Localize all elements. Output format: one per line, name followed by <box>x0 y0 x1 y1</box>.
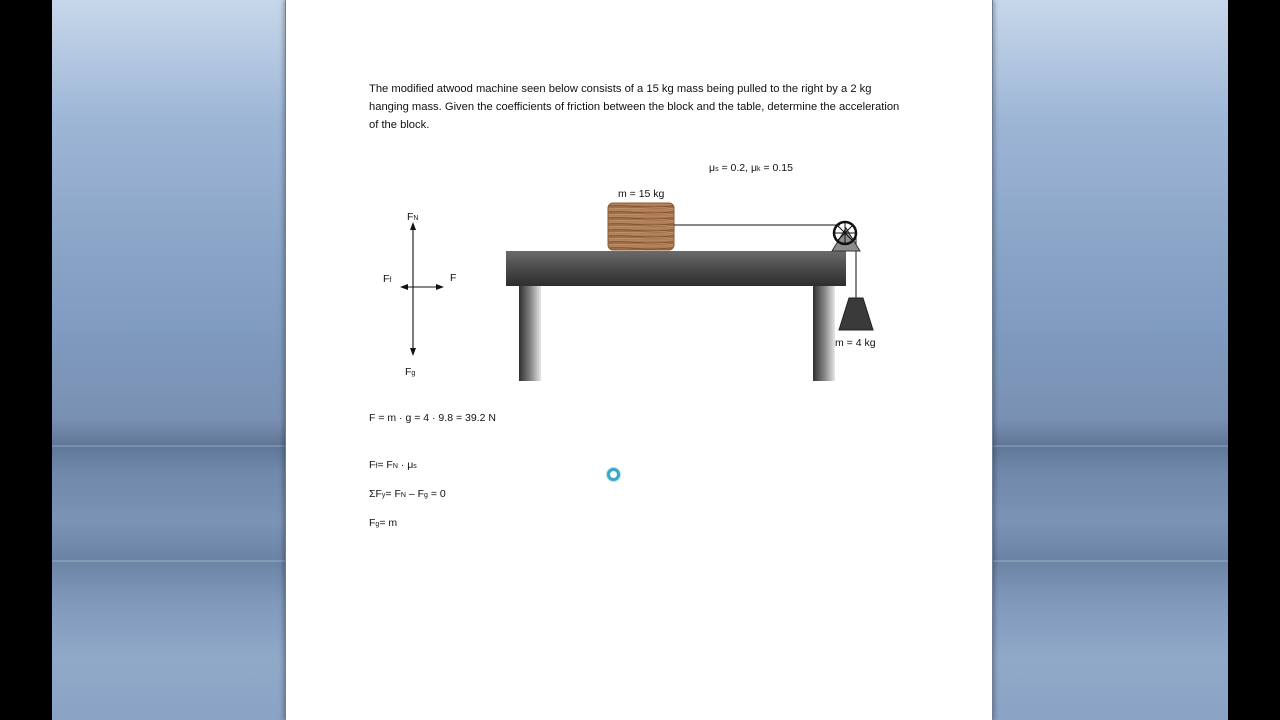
table-top <box>506 251 846 286</box>
busy-cursor-icon <box>607 468 620 481</box>
problem-statement: The modified atwood machine seen below consists of a 15 kg mass being pulled to the right by a 2 kg hanging mass. Given the coefficients of friction between the block and the table, determine the acceleration of the block. <box>369 83 900 131</box>
wooden-block <box>608 203 674 250</box>
fbd-normal-f: F <box>407 211 414 223</box>
table-leg-left <box>519 286 541 381</box>
arrow-down-icon <box>410 348 416 356</box>
eq-fg-sub: g <box>375 521 380 528</box>
pulley <box>832 222 860 251</box>
equation-gravity <box>369 517 397 529</box>
mu-k-value: = 0.15 <box>760 162 793 174</box>
arrow-right-icon <box>436 284 444 290</box>
equation-friction <box>369 459 417 471</box>
mu-k-subscript: k <box>757 166 761 173</box>
mu-s-subscript: s <box>715 166 719 173</box>
mu-s-symbol: μ <box>709 162 716 174</box>
document-page[interactable] <box>286 0 992 720</box>
eq-sum-zero: = 0 <box>427 488 446 500</box>
mu-k-symbol: μ <box>750 162 758 174</box>
block-mass-label: m = 15 kg <box>618 188 665 200</box>
arrow-up-icon <box>410 222 416 230</box>
atwood-diagram <box>286 0 992 720</box>
eq-friction-mu-sub: s <box>413 463 417 470</box>
eq-friction-fn-sub: N <box>392 463 398 470</box>
eq-sum-fg: – F <box>405 488 425 500</box>
free-body-diagram <box>400 222 444 356</box>
eq-sum-fg-sub: g <box>424 492 428 499</box>
eq-friction-f: F <box>369 459 376 471</box>
eq-sum-sigma: ΣF <box>369 488 382 500</box>
eq-sum-y-sub: y <box>381 492 386 499</box>
equation-applied-force: F = m · g = 4 · 9.8 = 39.2 N <box>369 412 496 424</box>
fbd-normal-sub: N <box>413 215 419 222</box>
hanging-weight <box>839 298 873 330</box>
eq-friction-mu: · μ <box>397 459 414 471</box>
table <box>506 251 846 381</box>
eq-friction-fn: = F <box>377 459 393 471</box>
equation-sum-forces-y <box>369 488 446 500</box>
eq-sum-fn-sub: N <box>400 492 406 499</box>
arrow-left-icon <box>400 284 408 290</box>
table-leg-right <box>813 286 835 381</box>
eq-fg-f: F <box>369 517 376 529</box>
fbd-friction-sub: f <box>389 277 392 284</box>
eq-fg-m: = m <box>379 517 398 529</box>
eq-friction-f-sub: f <box>375 463 378 470</box>
hanging-mass-label: m = 4 kg <box>835 337 876 349</box>
fbd-gravity-sub: g <box>411 370 416 377</box>
fbd-gravity-f: F <box>405 366 412 378</box>
fbd-friction-f: F <box>383 273 390 285</box>
eq-sum-fn: = F <box>385 488 401 500</box>
fbd-applied-label: F <box>450 272 457 284</box>
mu-s-value: = 0.2, <box>718 162 751 174</box>
